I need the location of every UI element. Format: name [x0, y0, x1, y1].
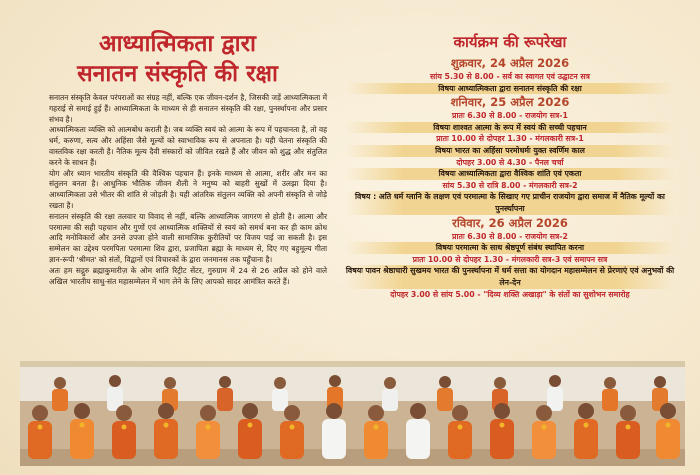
session-time: दोपहर 3.00 से 4.30 - पैनल चर्चा — [456, 157, 564, 167]
session-topic — [345, 122, 675, 134]
session-topic — [345, 265, 675, 288]
topic-text: पावन श्रेष्ठाचारी सुखमय भारत की पुनर्स्थापना में धर्म सत्ता का योगदान महासम्मेलन से प्रेरणाएं एवं अनुभवों की लेन-देन — [365, 266, 675, 287]
session-topic — [345, 191, 675, 214]
intro-paragraph: योग और ध्यान भारतीय संस्कृति की वैश्विक पहचान हैं। इनके माध्यम से आत्मा, शरीर और मन का संतुलन बनता है। आधुनिक भौतिक जीवन शैली ने मनुष्य को बाहरी सुखों में उलझा दिया है। आध्यात्मिकता उसे भीतर की शांति से जोड़ती है। यही आंतरिक संतुलन व्यक्ति को अपनी संस्कृति से जोड़े रखता है। — [49, 168, 327, 210]
group-photo-illustration — [20, 361, 685, 466]
schedule-title: कार्यक्रम की रूपरेखा — [453, 33, 567, 51]
day-heading: शनिवार, 25 अप्रैल 2026 — [450, 95, 570, 110]
session-time: प्रातः 10.00 से दोपहर 1.30 - मंगलकारी सत्र-1 — [436, 134, 584, 144]
page-title-line-2: सनातन संस्कृति की रक्षा — [77, 61, 278, 87]
session-time: सांय 5.30 से 8.00 - सर्व का स्वागत एवं उद्घाटन सत्र — [430, 72, 590, 81]
topic-text: आध्यात्मिकता द्वारा वैश्विक शांति एवं एकता — [458, 169, 582, 179]
topic-label: विषयः — [435, 243, 453, 253]
topic-text: अति धर्म ग्लानि के लक्षण एवं परमात्मा के सिखाए गए प्राचीन राजयोग द्वारा समाज में नैतिक मूल्यों का पुनर्स्थापना — [378, 192, 665, 213]
session-topic — [345, 242, 675, 254]
intro-paragraph: सनातन संस्कृति केवल परंपराओं का संग्रह नहीं, बल्कि एक जीवन-दर्शन है, जिसकी जड़ें आध्यात्मिकता में गहराई से समाई हुई हैं। आध्यात्मिकता के माध्यम से ही सनातन संस्कृति की रक्षा, पुनर्स्थापना और प्रसार संभव है। — [49, 93, 327, 124]
topic-label: विषयः — [438, 83, 456, 93]
schedule-panel — [345, 30, 675, 300]
intro-paragraph: आध्यात्मिकता व्यक्ति को आत्मबोध कराती है। जब व्यक्ति स्वयं को आत्मा के रूप में पहचानता है, तो वह धर्म, करुणा, सत्य और अहिंसा जैसे मूल्यों को स्वाभाविक रूप से अपनाता है। यही चेतना संस्कृति की वास्तविक रक्षा करती है। नैतिक मूल्य दैवी संस्कारों को जीवित रखते हैं और जीवन को शुद्ध और संतुलित करने के साधन हैं। — [49, 125, 327, 167]
topic-label: विषयः — [345, 266, 363, 276]
topic-label: विषय : — [355, 192, 377, 202]
topic-text: परमात्मा के साथ श्रेष्ठपूर्ण संबंध स्थापित करना — [455, 243, 585, 253]
topic-label: विषयः — [438, 169, 456, 179]
session-topic — [345, 145, 675, 157]
topic-label: विषयः — [433, 122, 451, 132]
session-time: प्रातः 6.30 से 8.00 - राजयोग सत्र-2 — [452, 231, 568, 241]
session-topic — [345, 168, 675, 180]
day-heading: शुक्रवार, 24 अप्रैल 2026 — [450, 56, 570, 70]
session-topic — [345, 83, 675, 95]
page-title-line-1: आध्यात्मिकता द्वारा — [99, 31, 256, 57]
intro-text — [49, 93, 327, 287]
session-time: दोपहर 3.00 से सांय 5.00 - "दिव्य शक्ति अखाड़ा" के संतों का सुशोभन समारोह — [390, 289, 630, 299]
topic-text: आध्यात्मिकता द्वारा सनातन संस्कृति की रक्षा — [457, 83, 582, 93]
intro-paragraph: सनातन संस्कृति की रक्षा तलवार या विवाद से नहीं, बल्कि आध्यात्मिक जागरण से होती है। आत्मा और परमात्मा की सही पहचान और गुणों एवं आध्यात्मिक शक्तियों से स्वयं को समर्थ बना कर ही काम क्रोध आदि मनोविकारों और उनसे उपजा होने वाली सामाजिक कुरीतियों पर विजय पाई जा सकती है। इस सम्मेलन का उद्देश्य परमपिता परमात्मा शिव द्वारा, प्रजापिता ब्रह्मा के माध्यम से, दिए गए बहुमूल्य गीता ज्ञान-रूपी 'श्रीमत' को संतों, विद्वानों एवं विचारकों के द्वारा जनमानस तक पहुँचाना है। — [49, 211, 327, 264]
topic-text: शाश्वत आत्मा के रूप में स्वयं की सच्ची पहचान — [452, 122, 587, 132]
group-photo — [20, 361, 685, 466]
session-time: प्रातः 6.30 से 8.00 - राजयोग सत्र-1 — [452, 111, 568, 121]
session-time: सांय 5.30 से रात्रि 8.00 - मंगलकारी सत्र-2 — [442, 180, 578, 190]
topic-label: विषयः — [435, 145, 453, 155]
intro-paragraph: अतः हम सद्गुरु ब्रह्माकुमारीज़ के ओम शांति रिट्रीट सेंटर, गुरुग्राम में 24 से 26 अप्रैल को होने वाले अखिल भारतीय साधु-संत महासम्मेलन में भाग लेने के लिए आपको सादर आमंत्रित करते हैं। — [49, 265, 327, 286]
day-heading: रविवार, 26 अप्रैल 2026 — [452, 215, 568, 230]
topic-text: भारत का अहिंसा परमोधर्मः युक्त स्वर्णिम काल — [454, 145, 585, 155]
session-time: प्रातः 10.00 से दोपहर 1.30 - मंगलकारी सत्र-3 एवं समापन सत्र — [412, 254, 608, 264]
